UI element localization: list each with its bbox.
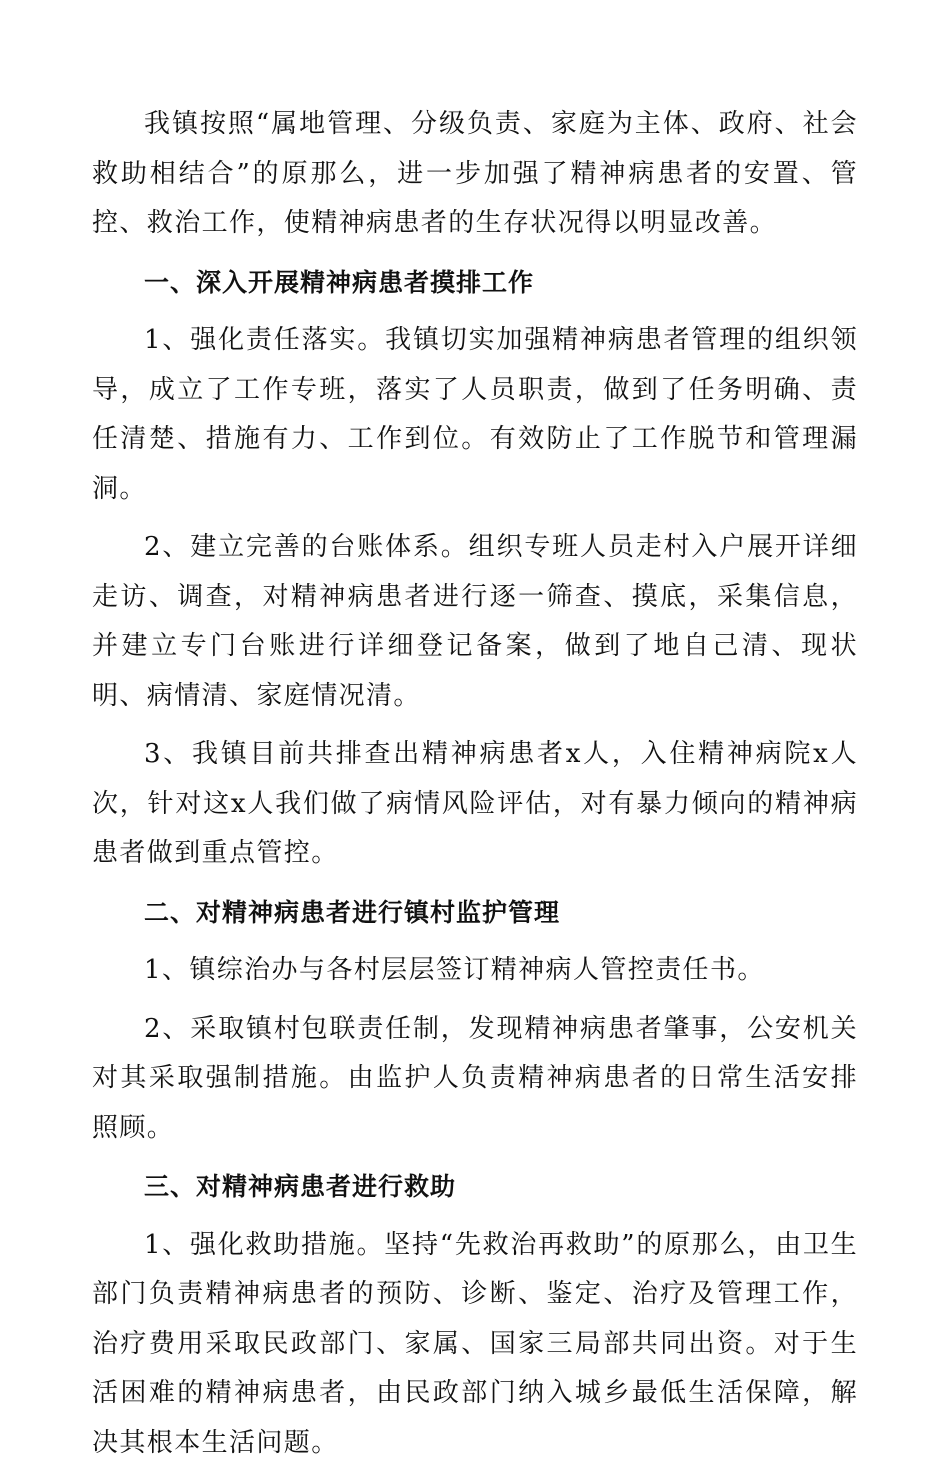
paragraph-village-liaison: 2、采取镇村包联责任制，发现精神病患者肇事，公安机关对其采取强制措施。由监护人负责精神病患者的日常生活安排照顾。	[92, 1013, 858, 1143]
paragraph-ledger-system: 2、建立完善的台账体系。组织专班人员走村入户展开详细走访、调查，对精神病患者进行逐一筛查、摸底，采集信息，并建立专门台账进行详细登记备案，做到了地自己清、现状明、病情清、家庭情况清。	[92, 532, 858, 711]
section-heading-3: 三、对精神病患者进行救助	[144, 1172, 457, 1201]
paragraph-relief-measures: 1、强化救助措施。坚持“先救治再救助”的原那么，由卫生部门负责精神病患者的预防、诊断、鉴定、治疗及管理工作，治疗费用采取民政部门、家属、国家三局部共同出资。对于生活困难的精神病患者，由民政部门纳入城乡最低生活保障，解决其根本生活问题。	[92, 1229, 858, 1458]
paragraph-responsibility: 1、强化责任落实。我镇切实加强精神病患者管理的组织领导，成立了工作专班，落实了人员职责，做到了任务明确、责任清楚、措施有力、工作到位。有效防止了工作脱节和管理漏洞。	[92, 325, 858, 504]
intro-paragraph: 我镇按照“属地管理、分级负责、家庭为主体、政府、社会救助相结合”的原那么，进一步加强了精神病患者的安置、管控、救治工作，使精神病患者的生存状况得以明显改善。	[92, 109, 858, 238]
paragraph-responsibility-letter: 1、镇综治办与各村层层签订精神病人管控责任书。	[144, 955, 765, 985]
section-heading-1: 一、深入开展精神病患者摸排工作	[144, 267, 535, 297]
document-page	[92, 100, 858, 1477]
paragraph-screening-count: 3、我镇目前共排查出精神病患者x人，入住精神病院x人次，针对这x人我们做了病情风险评估，对有暴力倾向的精神病患者做到重点管控。	[92, 739, 858, 868]
section-heading-2: 二、对精神病患者进行镇村监护管理	[144, 897, 561, 927]
